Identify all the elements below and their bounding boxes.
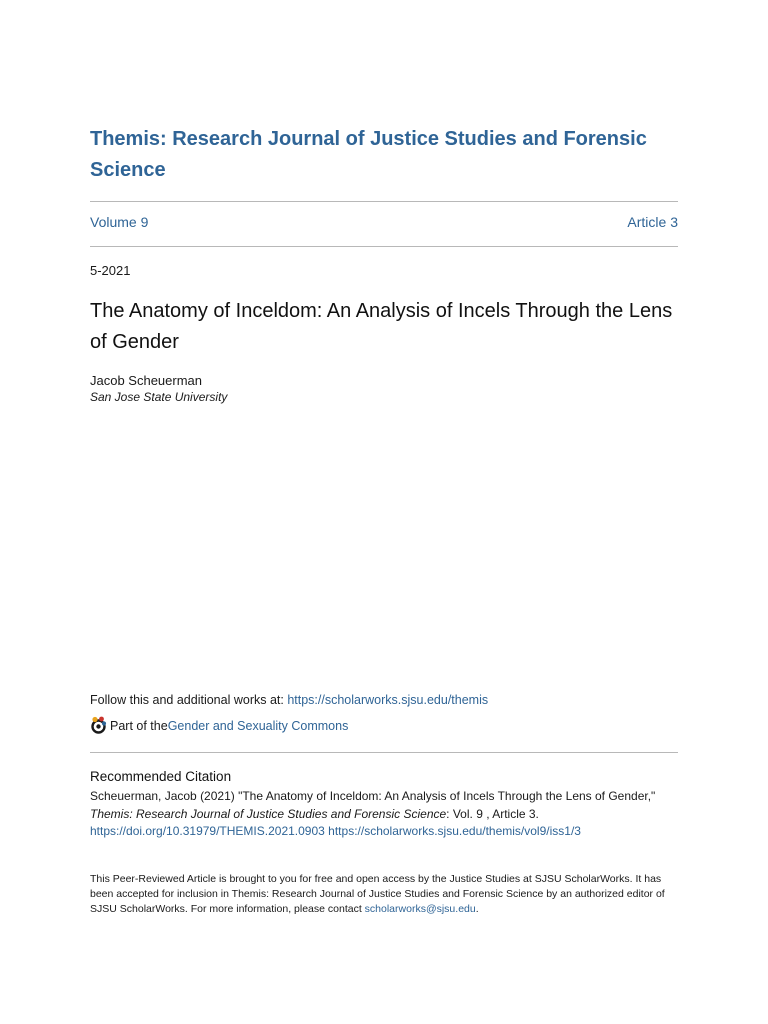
citation-line-3 [90, 823, 690, 841]
follow-url-link[interactable]: https://scholarworks.sjsu.edu/themis [287, 693, 489, 707]
citation-line-2 [90, 806, 690, 824]
citation-line-1: Scheuerman, Jacob (2021) "The Anatomy of Inceldom: An Analysis of Incels Through the Lens of Gender," [90, 789, 656, 803]
contact-email-link[interactable]: scholarworks@sjsu.edu [364, 903, 476, 915]
citation-volume-info: : Vol. 9 , Article 3. [446, 806, 539, 821]
volume-link[interactable]: Volume 9 [90, 214, 149, 230]
publication-date: 5-2021 [90, 263, 131, 278]
divider-middle [90, 246, 678, 247]
author-affiliation: San Jose State University [90, 390, 228, 404]
access-notice [90, 872, 678, 917]
access-notice-text: This Peer-Reviewed Article is brought to you for free and open access by the Justice Studies at SJSU ScholarWorks. It has been accepted for inclusion in Themis: Research Journal of Justice Studies and Forensic Science by an authorized editor of SJSU ScholarWorks. For more information, please contact [90, 873, 665, 915]
volume-row [90, 213, 678, 231]
doi-link[interactable]: https://doi.org/10.31979/THEMIS.2021.0903 [90, 824, 325, 838]
commons-link[interactable]: Gender and Sexuality Commons [167, 718, 349, 733]
article-url-link[interactable]: https://scholarworks.sjsu.edu/themis/vol9/iss1/3 [328, 824, 581, 838]
cover-page [90, 0, 678, 1024]
network-commons-icon [90, 716, 107, 735]
access-notice-end: . [475, 903, 479, 915]
part-of-prefix: Part of the [110, 718, 168, 733]
follow-line [90, 692, 488, 708]
recommended-citation-heading: Recommended Citation [90, 769, 232, 784]
author-name: Jacob Scheuerman [90, 373, 203, 388]
divider-top [90, 201, 678, 202]
part-of-line [90, 716, 348, 735]
citation-block [90, 788, 690, 841]
article-number-link[interactable]: Article 3 [627, 214, 678, 230]
divider-bottom [90, 752, 678, 753]
article-title: The Anatomy of Inceldom: An Analysis of Incels Through the Lens of Gender [90, 300, 673, 353]
citation-journal: Themis: Research Journal of Justice Studies and Forensic Science [90, 806, 447, 821]
journal-title-link[interactable]: Themis: Research Journal of Justice Studies and Forensic Science [90, 128, 647, 181]
follow-prefix: Follow this and additional works at: [90, 693, 288, 707]
